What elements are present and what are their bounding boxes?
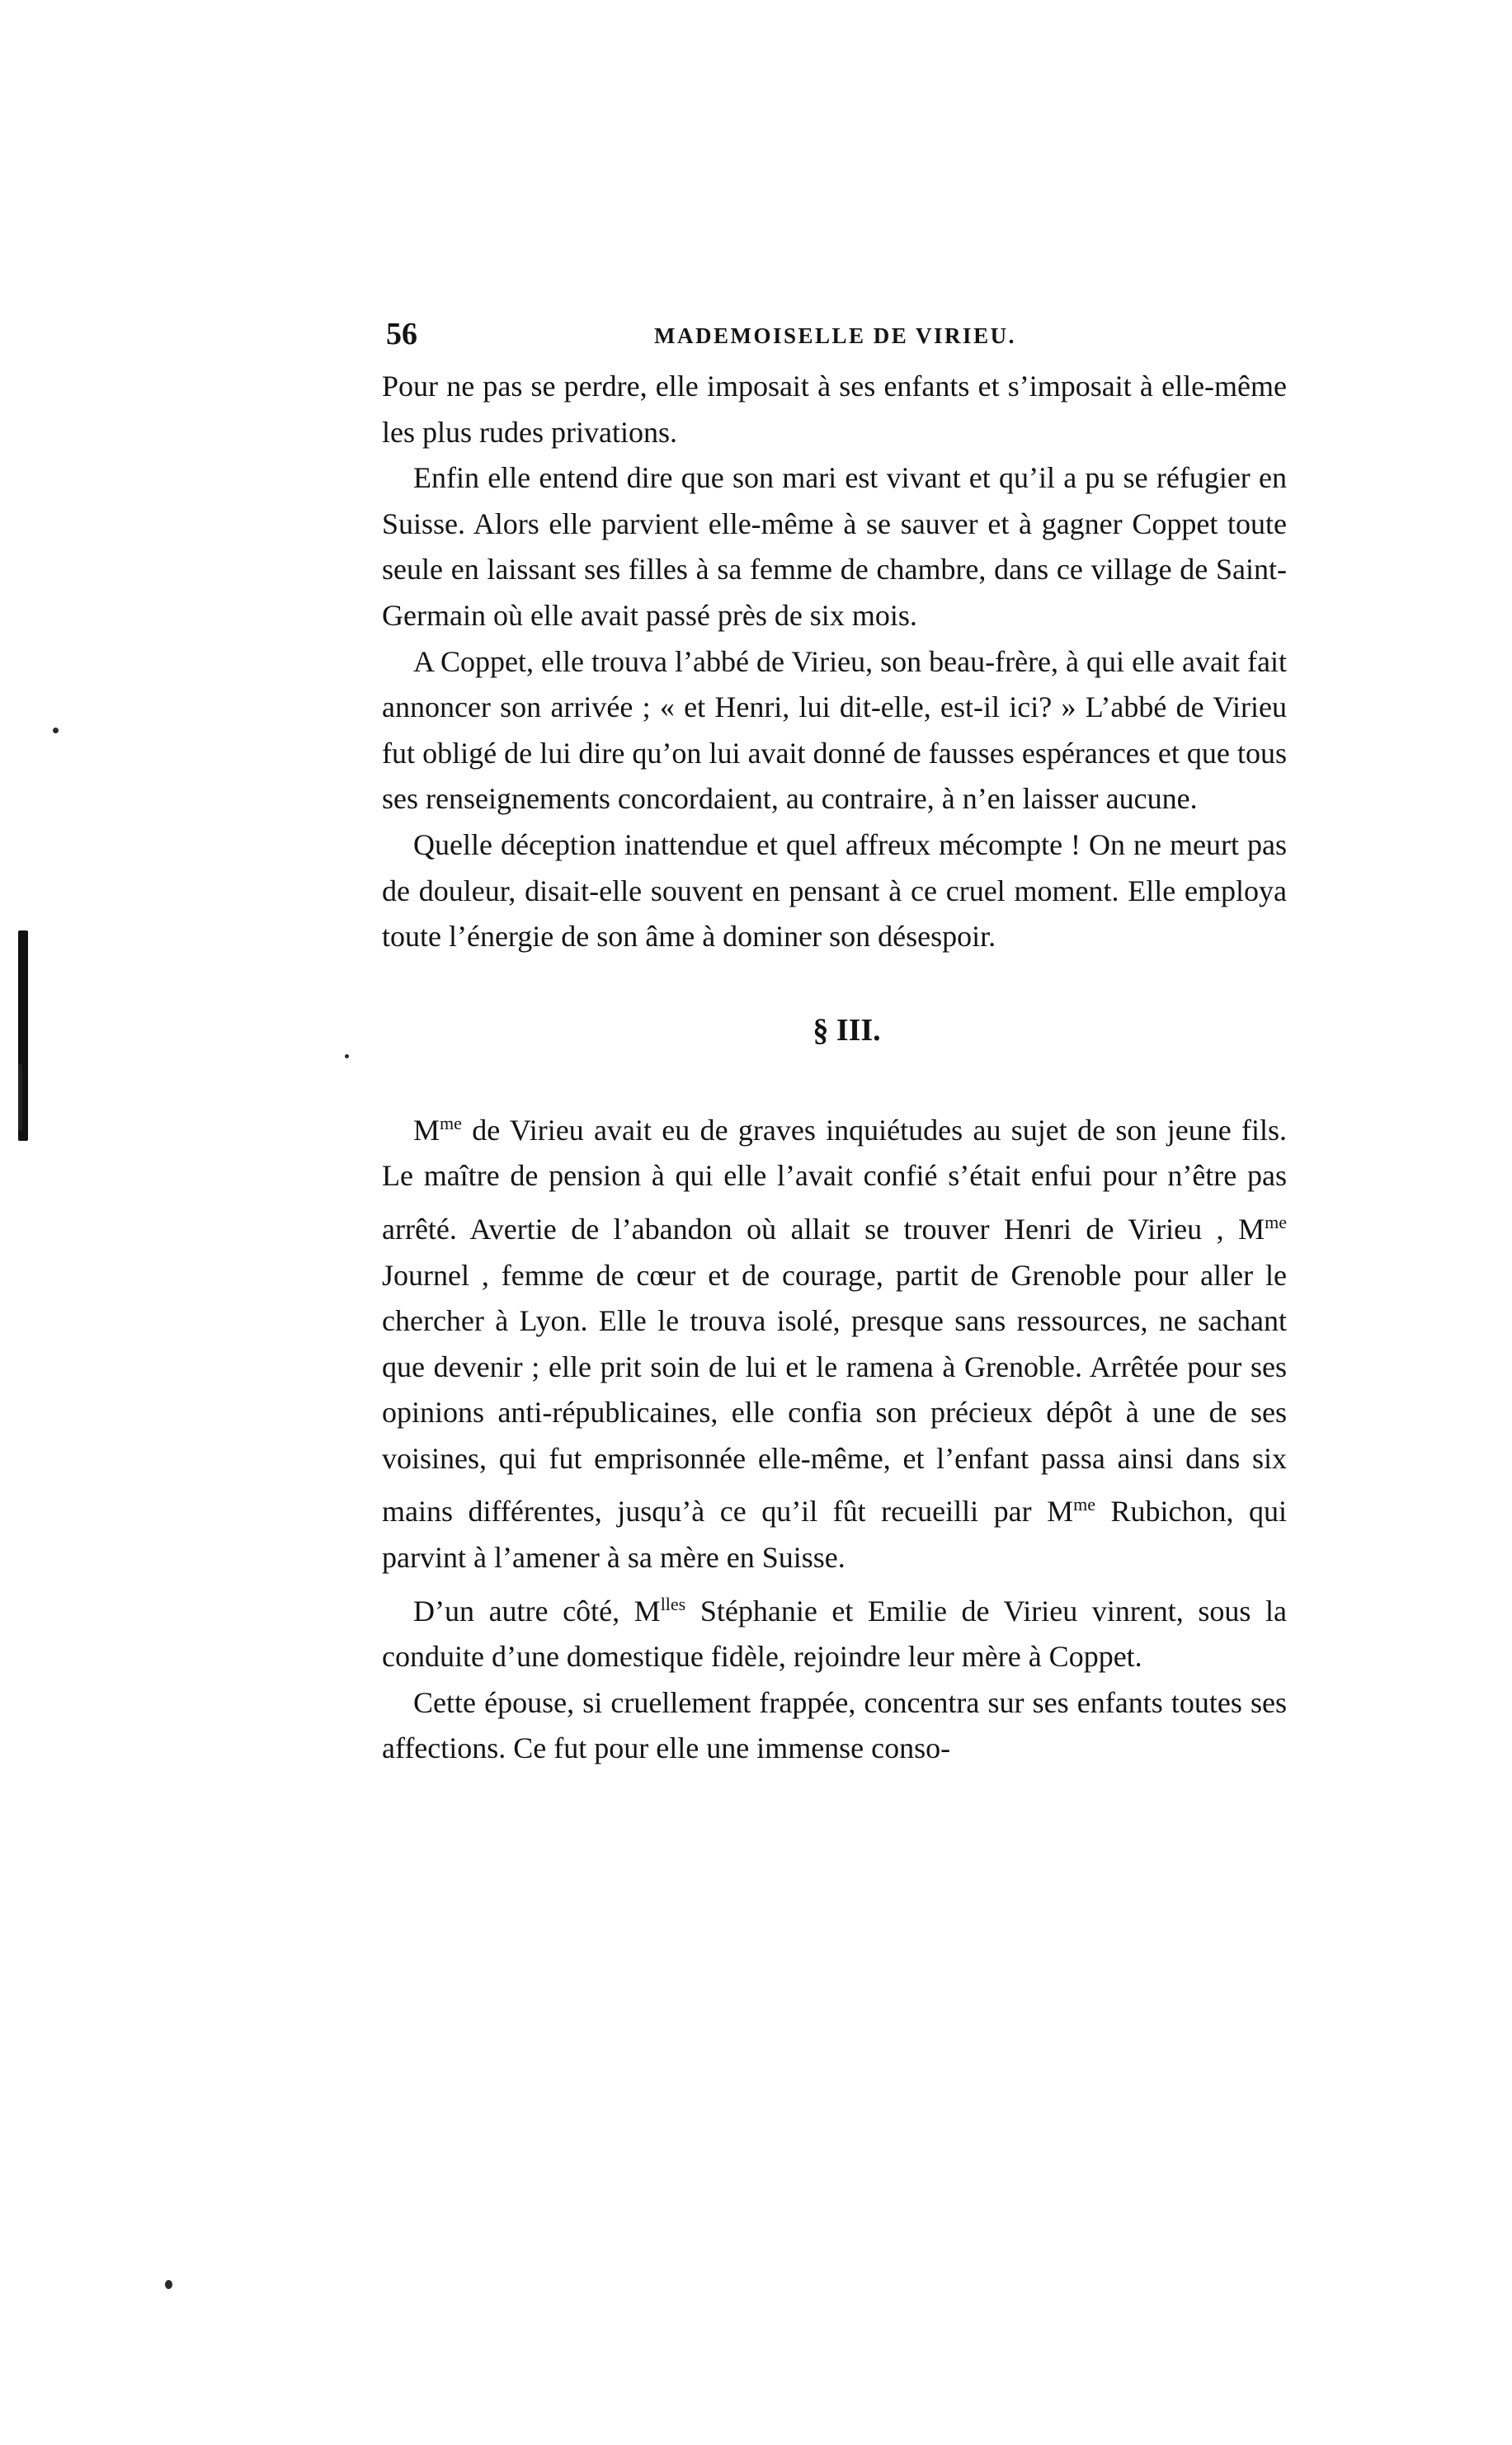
abbr-madame-sup: me (440, 1112, 462, 1133)
scan-edge-mark-tail (18, 1064, 22, 1130)
body-text (382, 364, 1287, 1772)
paragraph-continuation: Pour ne pas se perdre, elle imposait à ses enfants et s’imposait à elle-même les plus rudes privations. (382, 370, 1287, 449)
section-heading: § III. (813, 1012, 881, 1048)
running-header (386, 313, 1285, 355)
paragraph-young-son (382, 1100, 1287, 1581)
scan-speck (165, 2280, 172, 2289)
paragraph-text: de Virieu avait eu de graves inquiétudes au sujet de son jeune fils. Le maître de pension à qui elle l’avait confié s’était enfui pour n’être pas arrêté. Avertie de l’abandon où allait se trouver Henri de Virieu , (382, 1113, 1287, 1246)
abbr-madame: M (413, 1113, 440, 1147)
abbr-madame: M (1047, 1495, 1074, 1529)
abbr-mesdemoiselles-sup: lles (660, 1593, 686, 1614)
paragraph-daughters (382, 1581, 1287, 1680)
abbr-madame-sup: me (1265, 1211, 1287, 1232)
paragraph-text: Journel , femme de cœur et de courage, partit de Grenoble pour aller le chercher à Lyon. Elle le trouva isolé, presque sans ressources, ne sachant que devenir ; elle prit soin de lui et le ramena à Grenoble. Arrêtée pour ses opinions anti-républicaines, elle confia son précieux dépôt à une de ses voisines, qui fut emprisonnée elle-même, et l’enfant passa ainsi dans six mains différentes, jusqu’à ce qu’il fût recueilli par (382, 1258, 1287, 1529)
abbr-madame-sup: me (1073, 1494, 1095, 1515)
running-title: MADEMOISELLE DE VIRIEU. (654, 323, 1016, 348)
abbr-madame: M (1238, 1212, 1265, 1246)
scan-speck (345, 1054, 349, 1058)
paragraph-escape-to-suisse: Enfin elle entend dire que son mari est vivant et qu’il a pu se réfugier en Suisse. Alors elle parvient elle-même à se sauver et à gagner Coppet toute seule en laissant ses filles à sa femme de chambre, dans ce village de Saint-Germain où elle avait passé près de six mois. (382, 461, 1287, 632)
paragraph-coppet: A Coppet, elle trouva l’abbé de Virieu, son beau-frère, à qui elle avait fait annoncer son arrivée ; « et Henri, lui dit-elle, est-il ici? » L’abbé de Virieu fut obligé de lui dire qu’on lui avait donné de fausses espérances et que tous ses renseignements concordaient, au contraire, à n’en laisser aucune. (382, 644, 1287, 816)
paragraph-deception: Quelle déception inattendue et quel affreux mécompte ! On ne meurt pas de douleur, disait-elle souvent en pensant à ce cruel moment. Elle employa toute l’énergie de son âme à dominer son désespoir. (382, 827, 1287, 954)
page-number: 56 (386, 317, 417, 351)
paragraph-consolation: Cette épouse, si cruellement frappée, concentra sur ses enfants toutes ses affections. Ce fut pour elle une immense conso- (382, 1685, 1287, 1765)
abbr-mesdemoiselles: M (634, 1594, 661, 1628)
scan-speck (53, 728, 59, 733)
paragraph-text: Rubichon, qui parvint à l’amener à sa mère en Suisse. (382, 1495, 1287, 1575)
paragraph-text: D’un autre côté, (413, 1594, 634, 1628)
paragraph-text: Stéphanie et Emilie de Virieu vinrent, sous la conduite d’une domestique fidèle, rejoindre leur mère à Coppet. (382, 1594, 1287, 1674)
